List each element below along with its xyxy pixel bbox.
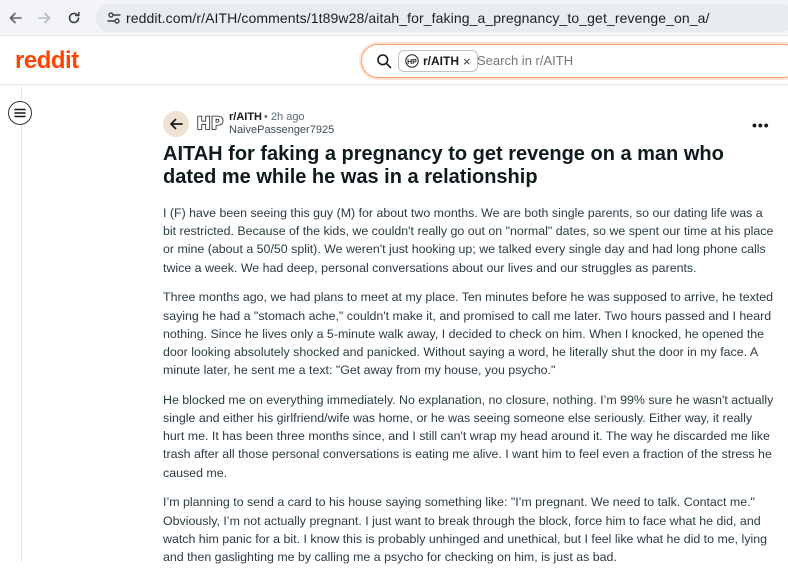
- back-arrow-icon: [169, 118, 183, 130]
- reload-icon[interactable]: [62, 6, 86, 30]
- more-options-icon[interactable]: •••: [752, 117, 770, 133]
- left-rail: [0, 86, 22, 562]
- subreddit-avatar-icon: [405, 54, 419, 68]
- search-bar[interactable]: [361, 44, 788, 78]
- post-paragraph: Three months ago, we had plans to meet at my place. Ten minutes before he was supposed to arrive, he texted saying he had a "stomach ache," couldn't make it, and promised to call me later. Two hours passed and I heard nothing. Since he lives only a 5-minute walk away, I decided to check on him. When I knocked, he opened the door looking absolutely shocked and panicked. Without saying a word, he literally shut the door in my face. A minute later, he sent me a text: "Get away from my house, you psycho.": [163, 290, 774, 378]
- menu-icon[interactable]: [8, 101, 32, 125]
- search-input[interactable]: [477, 53, 727, 68]
- back-arrow-icon[interactable]: [4, 6, 28, 30]
- subreddit-avatar[interactable]: [196, 108, 224, 136]
- community-filter-chip[interactable]: [398, 50, 478, 72]
- back-button[interactable]: [163, 111, 189, 137]
- community-chip-label: r/AITH: [423, 54, 459, 68]
- chip-close-icon[interactable]: ×: [463, 53, 471, 69]
- svg-text:HP: HP: [407, 59, 417, 66]
- post-title: AITAH for faking a pregnancy to get revenge on a man who dated me while he was in a relationship: [163, 143, 724, 188]
- post-paragraph: I’m planning to send a card to his house saying something like: "I’m pregnant. We need to talk. Contact me." Obviously, I’m not actually pregnant. I just want to break through the block, force him to face what he did, and watch him panic for a bit. I know this is probably unhinged and unethical, but I feel like what he did to me, lying and then gaslighting me by calling me a psycho for checking on him, is just as bad.: [163, 495, 768, 564]
- url-text[interactable]: reddit.com/r/AITH/comments/1t89w28/aitah_for_faking_a_pregnancy_to_get_revenge_on_a/: [126, 10, 710, 26]
- svg-text:HP: HP: [196, 114, 224, 134]
- forward-arrow-icon[interactable]: [32, 6, 56, 30]
- post-paragraph: He blocked me on everything immediately. No explanation, no closure, nothing. I’m 99% sure he wasn't actually single and either his girlfriend/wife was home, or he was seeing someone else seriously. Either way, it really hurt me. It has been three months since, and I still can't wrap my head around it. The way he discarded me like trash after all those personal conversations is eating me alive. I want him to feel even a fraction of the stress he caused me.: [163, 392, 774, 480]
- post-paragraph: I (F) have been seeing this guy (M) for about two months. We are both single parents, so our dating life was a bit restricted. Because of the kids, we couldn't really go out on "normal" dates, so we spent our time at his place or mine (about a 50/50 split). We weren't just hooking up; we talked every single day and had long phone calls twice a week. We had deep, personal conversations about our lives and our struggles as parents.: [163, 206, 774, 275]
- reddit-header: [0, 37, 788, 85]
- reddit-logo[interactable]: reddit: [15, 47, 79, 74]
- subreddit-name[interactable]: r/AITH: [229, 111, 262, 123]
- author-name[interactable]: NaivePassenger7925: [229, 124, 335, 136]
- browser-toolbar: [0, 0, 788, 36]
- search-icon: [376, 53, 392, 69]
- post-time: • 2h ago: [264, 111, 305, 123]
- site-info-icon[interactable]: [106, 10, 122, 26]
- post-body: [163, 204, 775, 578]
- address-bar[interactable]: [96, 4, 788, 32]
